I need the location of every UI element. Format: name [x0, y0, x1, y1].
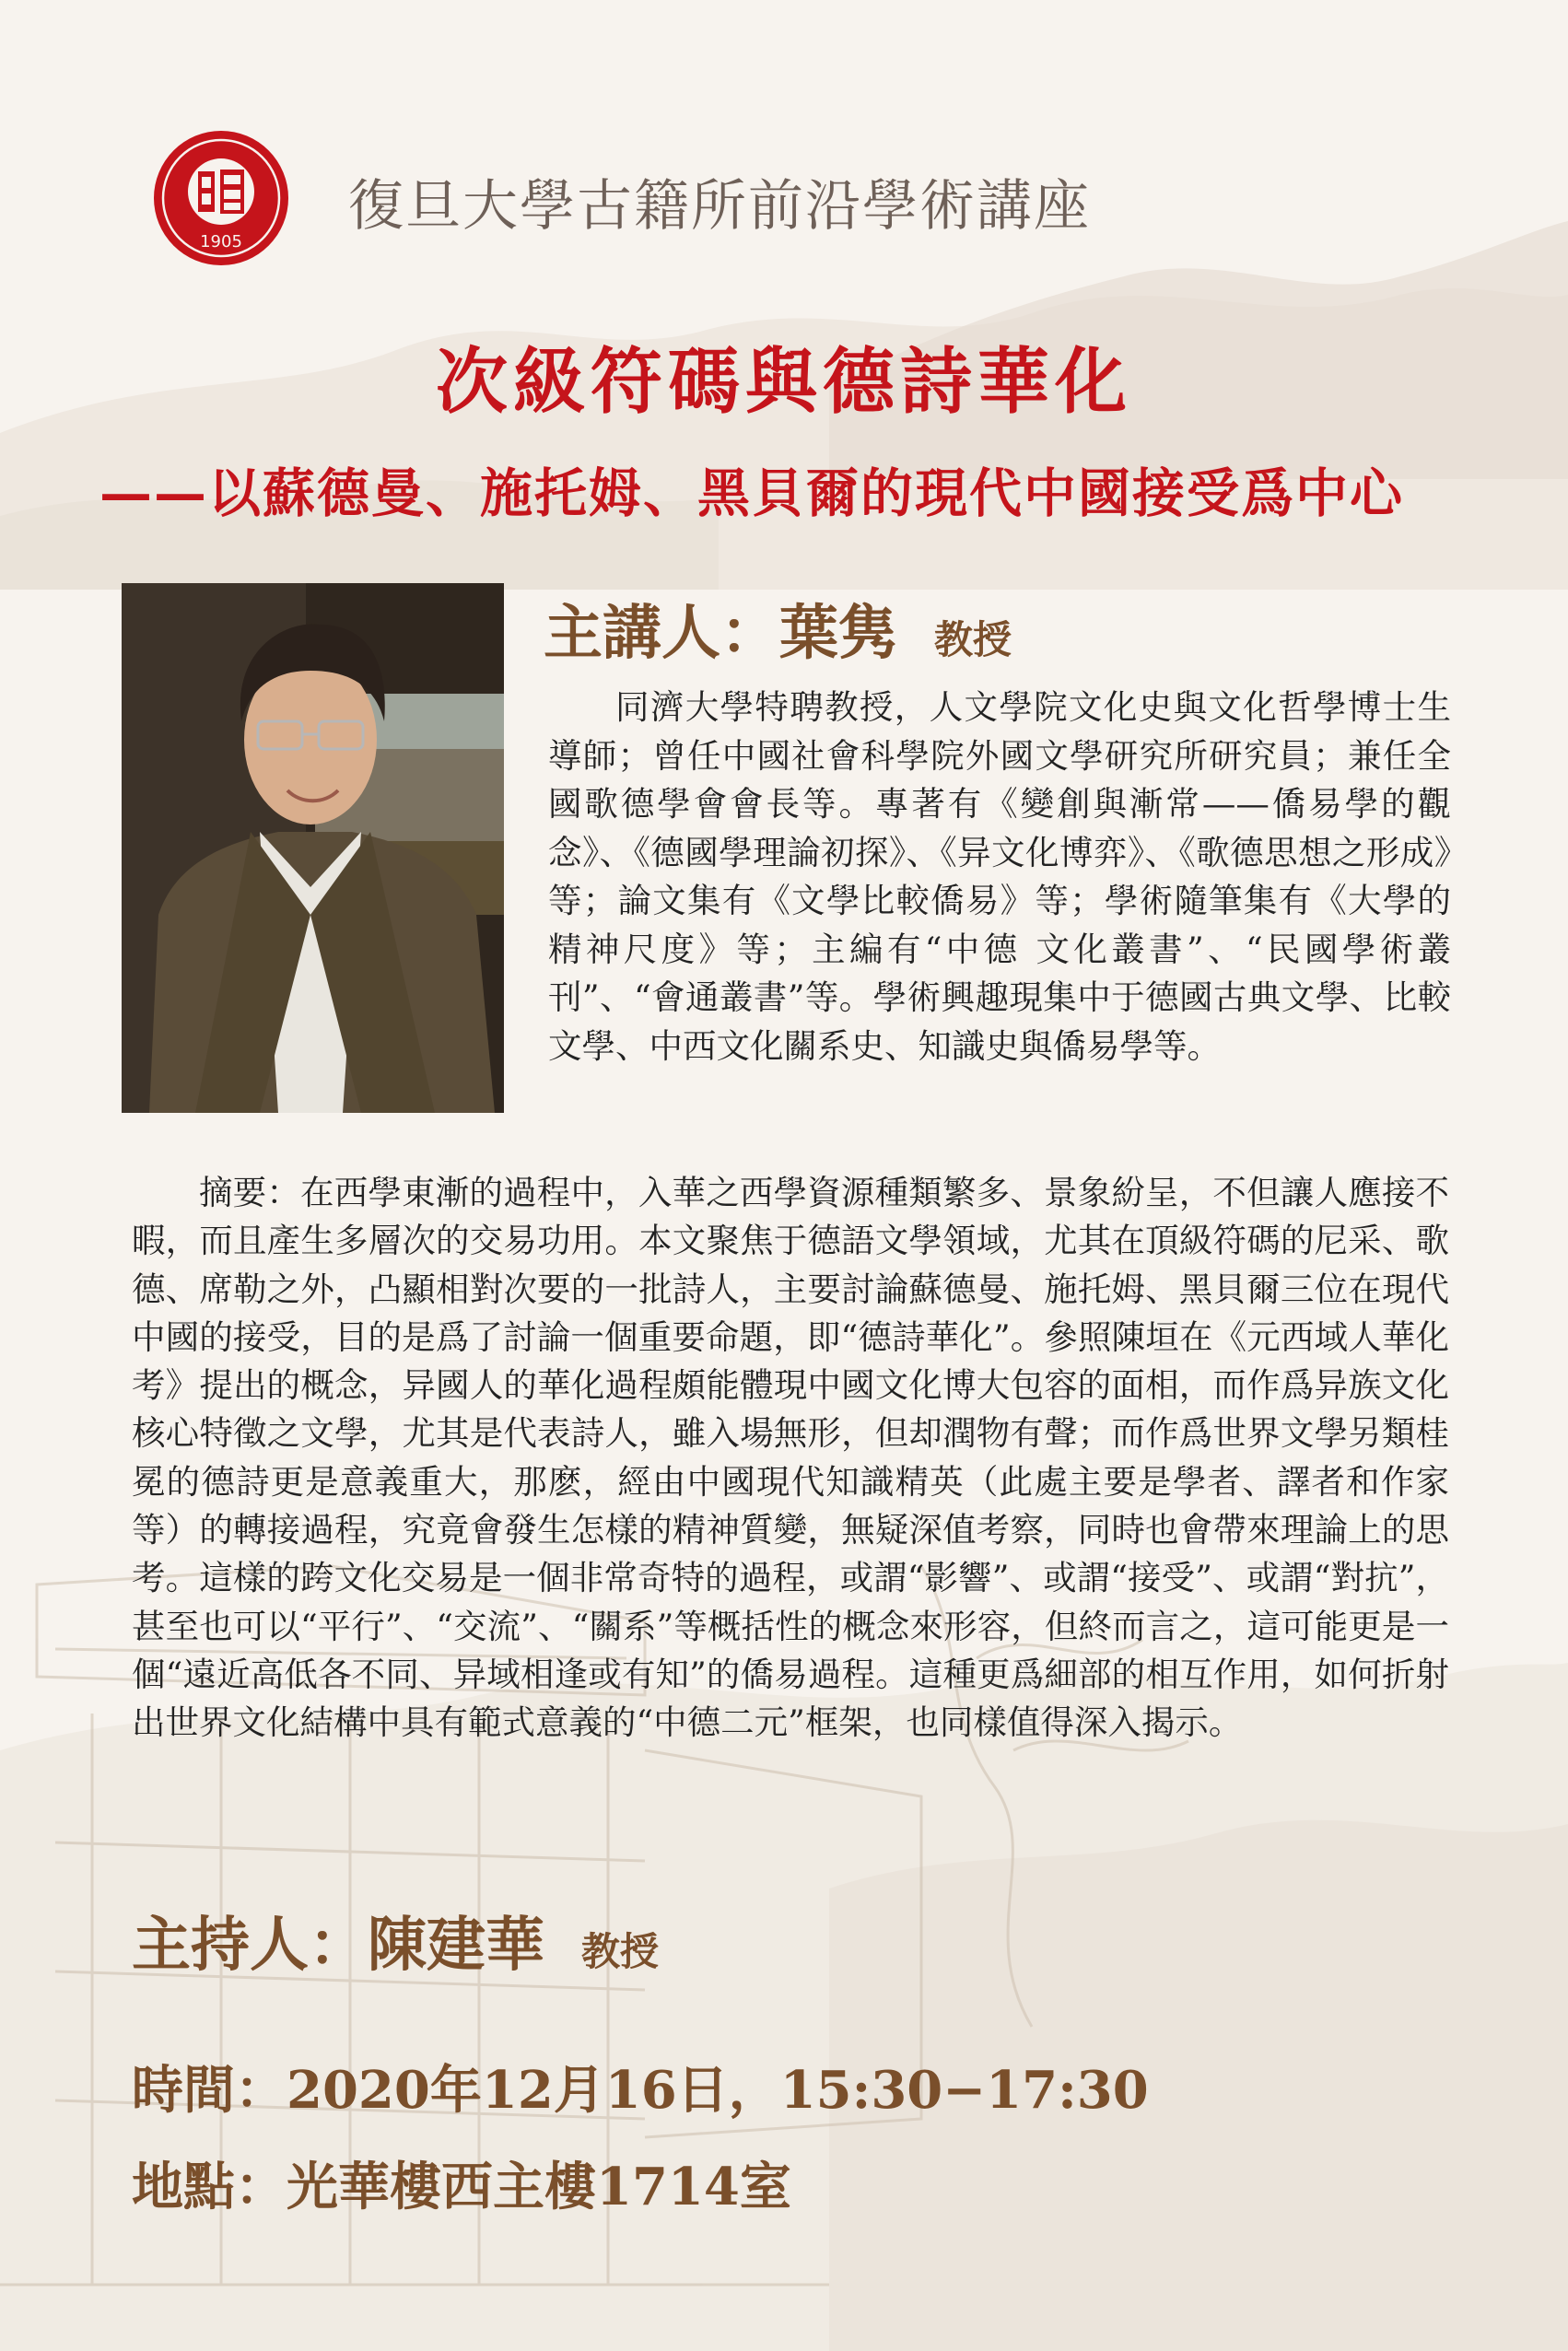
- lecture-subtitle: ——以蘇德曼、施托姆、黑貝爾的現代中國接受爲中心: [99, 462, 1404, 524]
- speaker-bio: 同濟大學特聘教授，人文學院文化史與文化哲學博士生導師；曾任中國社會科學院外國文學研究所研究員；兼任全國歌德學會會長等。專著有《變創與漸常——僑易學的觀念》、《德國學理論初探》、《异文化博弈》、《歌德思想之形成》等；論文集有《文學比較僑易》等；學術隨筆集有《大學的精神尺度》等；主編有“中德 文化叢書”、“民國學術叢刊”、“會通叢書”等。學術興趣現集中于德國古典文學、比較文學、中西文化關系史、知識史與僑易學等。: [548, 687, 1451, 1066]
- speaker-heading: [544, 586, 1012, 671]
- speaker-title: 教授: [934, 617, 1012, 662]
- lecture-title: 次級符碼與德詩華化: [435, 340, 1132, 424]
- logo-year: 1905: [200, 232, 242, 251]
- host-name: 陳建華: [368, 1911, 544, 1980]
- event-location: 地點：光華樓西主樓1714室: [132, 2157, 791, 2217]
- host-label: 主持人：: [132, 1911, 368, 1980]
- speaker-photo: [122, 583, 504, 1113]
- lecture-abstract: 摘要：在西學東漸的過程中，入華之西學資源種類繁多、景象紛呈，不但讓人應接不暇，而且產生多層次的交易功用。本文聚焦于德語文學領域，尤其在頂級符碼的尼采、歌德、席勒之外，凸顯相對次要的一批詩人，主要討論蘇德曼、施托姆、黑貝爾三位在現代中國的接受，目的是爲了討論一個重要命題，即“德詩華化”。參照陳垣在《元西域人華化考》提出的概念，异國人的華化過程頗能體現中國文化博大包容的面相，而作爲异族文化核心特徵之文學，尤其是代表詩人，雖入場無形，但却潤物有聲；而作爲世界文學另類桂冕的德詩更是意義重大，那麽，經由中國現代知識精英（此處主要是學者、譯者和作家等）的轉接過程，究竟會發生怎樣的精神質變，無疑深值考察，同時也會帶來理論上的思考。這樣的跨文化交易是一個非常奇特的過程，或謂“影響”、或謂“接受”、或謂“對抗”，甚至也可以“平行”、“交流”、“關系”等概括性的概念來形容，但終而言之，這可能更是一個“遠近高低各不同、异域相逢或有知”的僑易過程。這種更爲細部的相互作用，如何折射出世界文化結構中具有範式意義的“中德二元”框架，也同樣值得深入揭示。: [132, 1173, 1449, 1743]
- lecture-series-title: 復旦大學古籍所前沿學術講座: [348, 174, 1091, 239]
- fudan-seal-logo: [152, 129, 290, 267]
- host-title: 教授: [581, 1929, 660, 1974]
- event-time: 時間：2020年12月16日，15:30−17:30: [132, 2060, 1149, 2121]
- speaker-label: 主講人：: [544, 599, 779, 668]
- speaker-name: 葉隽: [779, 599, 897, 668]
- host-heading: [132, 1898, 659, 1983]
